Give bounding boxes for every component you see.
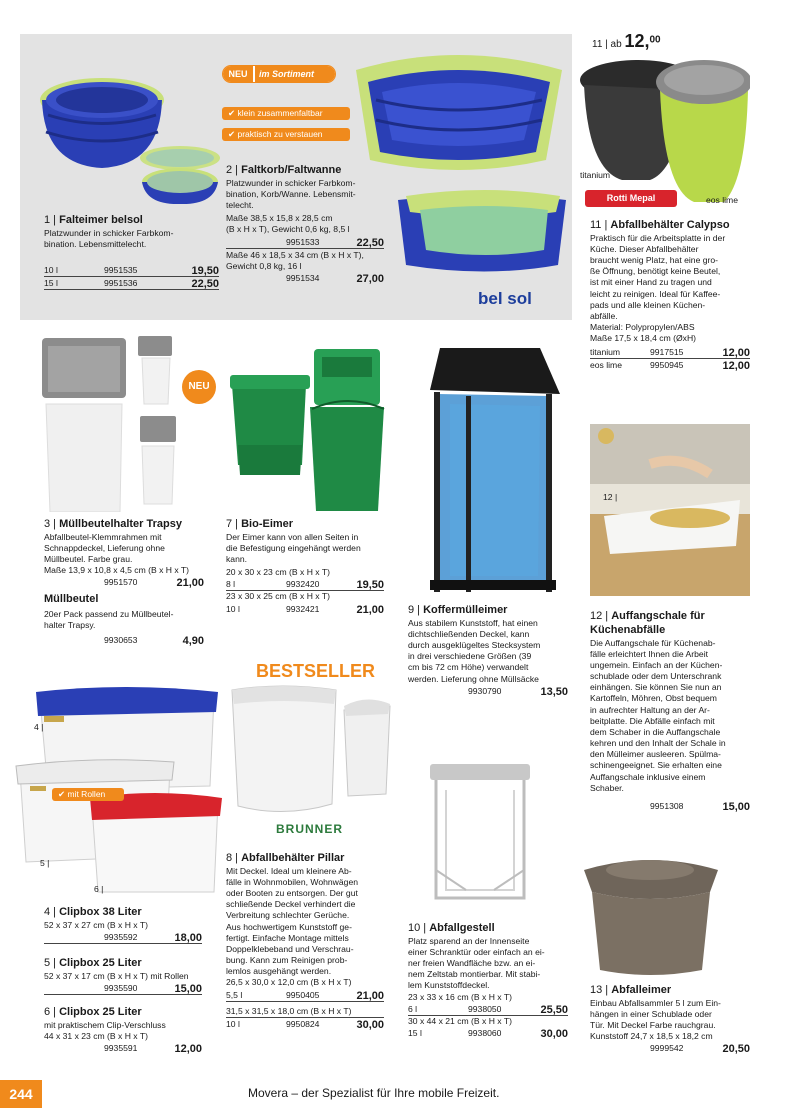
product-6: 6 | Clipbox 25 Liter mit praktischem Clip-Verschluss 44 x 31 x 23 cm (B x H x T) 9935591 12,00 <box>44 1006 202 1056</box>
price-row: 9951570 21,00 <box>104 577 204 590</box>
neu-badge: NEU <box>182 370 216 404</box>
price-row: 9951308 15,00 <box>650 800 750 813</box>
trapsy-image <box>38 334 208 512</box>
price-row: 10 l 9932421 21,00 <box>226 603 384 616</box>
abfallgestell-image <box>426 760 536 906</box>
product-7-desc: Der Eimer kann von allen Seiten in die Befestigung eingehängt werden kann. <box>226 531 361 565</box>
image-label-4: 4 | <box>34 722 44 732</box>
product-3: 3 | Müllbeutelhalter Trapsy Abfallbeutel-Klemmrahmen mit Schnappdeckel, Lieferung ohne Müllbeutel. Farbe grau. Maße 13,9 x 10,8 x 4,5 cm (B x H x T) 9951570 21,00 Müllbeutel 20er Pack passend zu Müllbeutel- halter Trapsy. 9930653 4,90 <box>44 518 204 647</box>
image-label-12: 12 | <box>603 492 618 502</box>
product-2-title: 2 | Faltkorb/Faltwanne <box>226 164 342 176</box>
bestseller-label: BESTSELLER <box>256 661 376 681</box>
product-10: 10 | Abfallgestell Platz sparend an der Innenseite einer Schranktür oder einfach an ei- ner freien Wandfläche bzw. an ei- nem Zeltstab montierbar. Mit stabi- lem Kunststoffdeckel. 23 x 33 x 16 cm (B x H x T) 6 l 9938050 25,50 30 x 44 x 21 cm (B x H x T) 15 l 9938060 30,00 <box>408 922 568 1040</box>
product-7: 7 | Bio-Eimer Der Eimer kann von allen Seiten in die Befestigung eingehängt werden kann. 20 x 30 x 23 cm (B x H x T) 8 l 9932420 19,50 23 x 30 x 25 cm (B x H x T) 10 l 9932421 21,00 <box>226 518 384 616</box>
price-row: 6 l 9938050 25,50 <box>408 1003 568 1016</box>
product-1 <box>44 214 219 290</box>
price-row: 9930653 4,90 <box>104 634 204 647</box>
product-8-desc: Mit Deckel. Ideal um kleinere Ab- fälle in Wohnmobilen, Wohnwägen oder Booten zu entsorgen. Der gut schließende Deckel verhindert die Verbreitung schlechter Gerüche. Aus hochwertigem Kunststoff ge- fertigt. Einfache Montage mittels Doppelklebeband und Verschrau- bung. Kann zum Reinigen prob- lemlos ausgehängt werden. <box>226 865 359 977</box>
feature-badge-1: ✔ klein zusammenfaltbar <box>222 107 350 120</box>
product-3-desc: Abfallbeutel-Klemmrahmen mit Schnappdeckel, Lieferung ohne Müllbeutel. Farbe grau. Maße 13,9 x 10,8 x 4,5 cm (B x H x T) <box>44 531 190 576</box>
price-row: 9935592 18,00 <box>44 931 202 944</box>
feature-badge-2: ✔ praktisch zu verstauen <box>222 128 350 141</box>
koffermuelleimer-image <box>420 344 566 596</box>
neu-im-sortiment-badge: NEU im Sortiment <box>222 65 336 83</box>
price-row: 9930790 13,50 <box>468 685 568 698</box>
mit-rollen-badge: ✔ mit Rollen <box>52 788 124 801</box>
top-right-price: 11 | ab 12,00 <box>592 31 661 51</box>
check-icon: ✔ <box>228 108 238 118</box>
product-1-title: 1 | Falteimer belsol <box>44 214 143 226</box>
pillar-image <box>226 684 394 820</box>
product-2 <box>226 164 384 285</box>
abfalleimer-image <box>580 846 722 976</box>
auffangschale-image <box>590 424 750 596</box>
product-2-spec2: Maße 46 x 18,5 x 34 cm (B x H x T), Gewicht 0,8 kg, 16 l <box>226 249 364 271</box>
bio-eimer-image <box>228 345 388 515</box>
product-1-title-text: Falteimer belsol <box>59 214 143 226</box>
muellbeutel-desc: 20er Pack passend zu Müllbeutel- halter Trapsy. <box>44 609 174 631</box>
product-2-desc: Platzwunder in schicker Farbkom- bination, Korb/Wanne. Lebensmit- telecht. <box>226 177 356 211</box>
product-9-desc: Aus stabilem Kunststoff, hat einen dichtschließenden Deckel, kann durch ausgeklügeltes Stecksystem in drei verschiedene Größen (39 cm bis 72 cm Höhe) verwandelt werden. Lieferung ohne Müllsäcke <box>408 617 541 684</box>
product-11: 11 | Abfallbehälter Calypso Praktisch für die Arbeitsplatte in der Küche. Dieser Abfallbehälter braucht wenig Platz, hat eine gro- ße Öffnung, benötigt keine Beutel, ist mit einer Hand zu tragen und leicht zu reinigen. Ideal für Kaffee- pads und alle kleinen Küchen- abfälle. Material: Polypropylen/ABS Maße 17,5 x 18,4 cm (ØxH) titanium 9917515 12,00 eos lime 9950945 12,00 <box>590 219 750 373</box>
product-11-desc: Praktisch für die Arbeitsplatte in der Küche. Dieser Abfallbehälter braucht wenig Platz, hat eine gro- ße Öffnung, benötigt keine Beutel, ist mit einer Hand zu tragen und leicht zu reinigen. Ideal für Kaffee- pads und alle kleinen Küchen- abfälle. Material: Polypropylen/ABS Maße 17,5 x 18,4 cm (ØxH) <box>590 232 726 344</box>
price-row: 9999542 20,50 <box>650 1043 750 1056</box>
price-row: 9935591 12,00 <box>104 1043 202 1056</box>
footer <box>0 1080 796 1108</box>
rotho-mepal-logo: Rotti Mepal <box>585 190 677 207</box>
check-icon: ✔ <box>58 789 68 799</box>
muellbeutel-title: Müllbeutel <box>44 593 99 606</box>
product-13: 13 | Abfalleimer Einbau Abfallsammler 5 l zum Ein- hängen in einer Schublade oder Tür. Mit Deckel Farbe rauchgrau. Kunststoff 24,7 x 18,5 x 18,2 cm 9999542 20,50 <box>590 984 750 1056</box>
product-12-desc: Die Auffangschale für Küchenab- fälle erleichtert Ihnen die Arbeit ungemein. Einfach an der Küchen- schublade oder dem Unterschrank einhängen. Sie können Sie nun an Kartoffeln, Möhren, Obst bequem in aufrechter Haltung an der Ar- beitplatte. Die Abfälle einfach mit dem Schaber in die Auffangschale kehren und den Inhalt der Schale in den Mülleimer ausleeren. Spülma- schinengeeignet. Sie erhalten eine Auffangschale inklusive einem Schaber. <box>590 637 726 793</box>
falteimer-image <box>30 40 220 205</box>
price-row: 10 l 9950824 30,00 <box>226 1018 384 1031</box>
price-row: eos lime 9950945 12,00 <box>590 360 750 373</box>
belsol-logo: bel sol <box>478 289 532 308</box>
product-2-spec1: Maße 38,5 x 15,8 x 28,5 cm (B x H x T), Gewicht 0,6 kg, 8,5 l <box>226 213 350 235</box>
price-row: 5,5 l 9950405 21,00 <box>226 989 384 1002</box>
price-row: 9951533 22,50 <box>226 236 384 249</box>
image-label-6: 6 | <box>94 884 104 894</box>
label-titanium: titanium <box>580 170 611 180</box>
price-row: titanium 9917515 12,00 <box>590 347 750 360</box>
brunner-logo: BRUNNER <box>276 822 343 836</box>
label-eos-lime: eos lime <box>706 195 738 205</box>
product-10-desc: Platz sparend an der Innenseite einer Schranktür oder einfach an ei- ner freien Wandfläche bzw. an ei- nem Zeltstab montierbar. Mit stabi- lem Kunststoffdeckel. <box>408 935 545 991</box>
calypso-image <box>578 50 750 210</box>
price-row: 15 l 9951536 22,50 <box>44 278 219 291</box>
product-12: 12 | Auffangschale für Küchenabfälle Die Auffangschale für Küchenab- fälle erleichtert Ihnen die Arbeit ungemein. Einfach an der Küchen- schublade oder dem Unterschrank einhängen. Sie können Sie nun an Kartoffeln, Möhren, Obst bequem in aufrechter Haltung an der Ar- beitplatte. Die Abfälle einfach mit dem Schaber in die Auffangschale kehren und den Inhalt der Schale in den Mülleimer ausleeren. Spülma- schinengeeignet. Sie erhalten eine Auffangschale inklusive einem Schaber. 9951308 15,00 <box>590 610 750 813</box>
product-4: 4 | Clipbox 38 Liter 52 x 37 x 27 cm (B x H x T) 9935592 18,00 <box>44 906 202 944</box>
price-row: 10 l 9951535 19,50 <box>44 265 219 278</box>
price-row: 15 l 9938060 30,00 <box>408 1027 568 1040</box>
page-number: 244 <box>0 1080 42 1108</box>
auffangschale-photo <box>590 424 750 596</box>
product-5: 5 | Clipbox 25 Liter 52 x 37 x 17 cm (B x H x T) mit Rollen 9935590 15,00 <box>44 957 202 995</box>
image-label-5: 5 | <box>40 858 50 868</box>
price-row: 8 l 9932420 19,50 <box>226 579 384 592</box>
product-8: 8 | Abfallbehälter Pillar Mit Deckel. Ideal um kleinere Ab- fälle in Wohnmobilen, Wohnwägen oder Booten zu entsorgen. Der gut schließende Deckel verhindert die Verbreitung schlechter Gerüche. Aus hochwertigem Kunststoff ge- fertigt. Einfache Montage mittels Doppelklebeband und Verschrau- bung. Kann zum Reinigen prob- lemlos ausgehängt werden. 26,5 x 30,0 x 12,0 cm (B x H x T) 5,5 l 9950405 21,00 31,5 x 31,5 x 18,0 cm (B x H x T) 10 l 9950824 30,00 <box>226 852 384 1031</box>
footer-slogan: Movera – der Spezialist für Ihre mobile Freizeit. <box>248 1086 500 1100</box>
price-row: 9935590 15,00 <box>44 982 202 995</box>
product-9: 9 | Koffermülleimer Aus stabilem Kunststoff, hat einen dichtschließenden Deckel, kann durch ausgeklügeltes Stecksystem in drei verschiedene Größen (39 cm bis 72 cm Höhe) verwandelt werden. Lieferung ohne Müllsäcke 9930790 13,50 <box>408 604 568 698</box>
product-1-desc: Platzwunder in schicker Farbkom- bination. Lebensmittelecht. <box>44 227 174 249</box>
product-13-desc: Einbau Abfallsammler 5 l zum Ein- hängen in einer Schublade oder Tür. Mit Deckel Farbe rauchgrau. Kunststoff 24,7 x 18,5 x 18,2 cm <box>590 997 721 1042</box>
price-row: 9951534 27,00 <box>286 272 384 285</box>
check-icon: ✔ <box>228 129 238 139</box>
